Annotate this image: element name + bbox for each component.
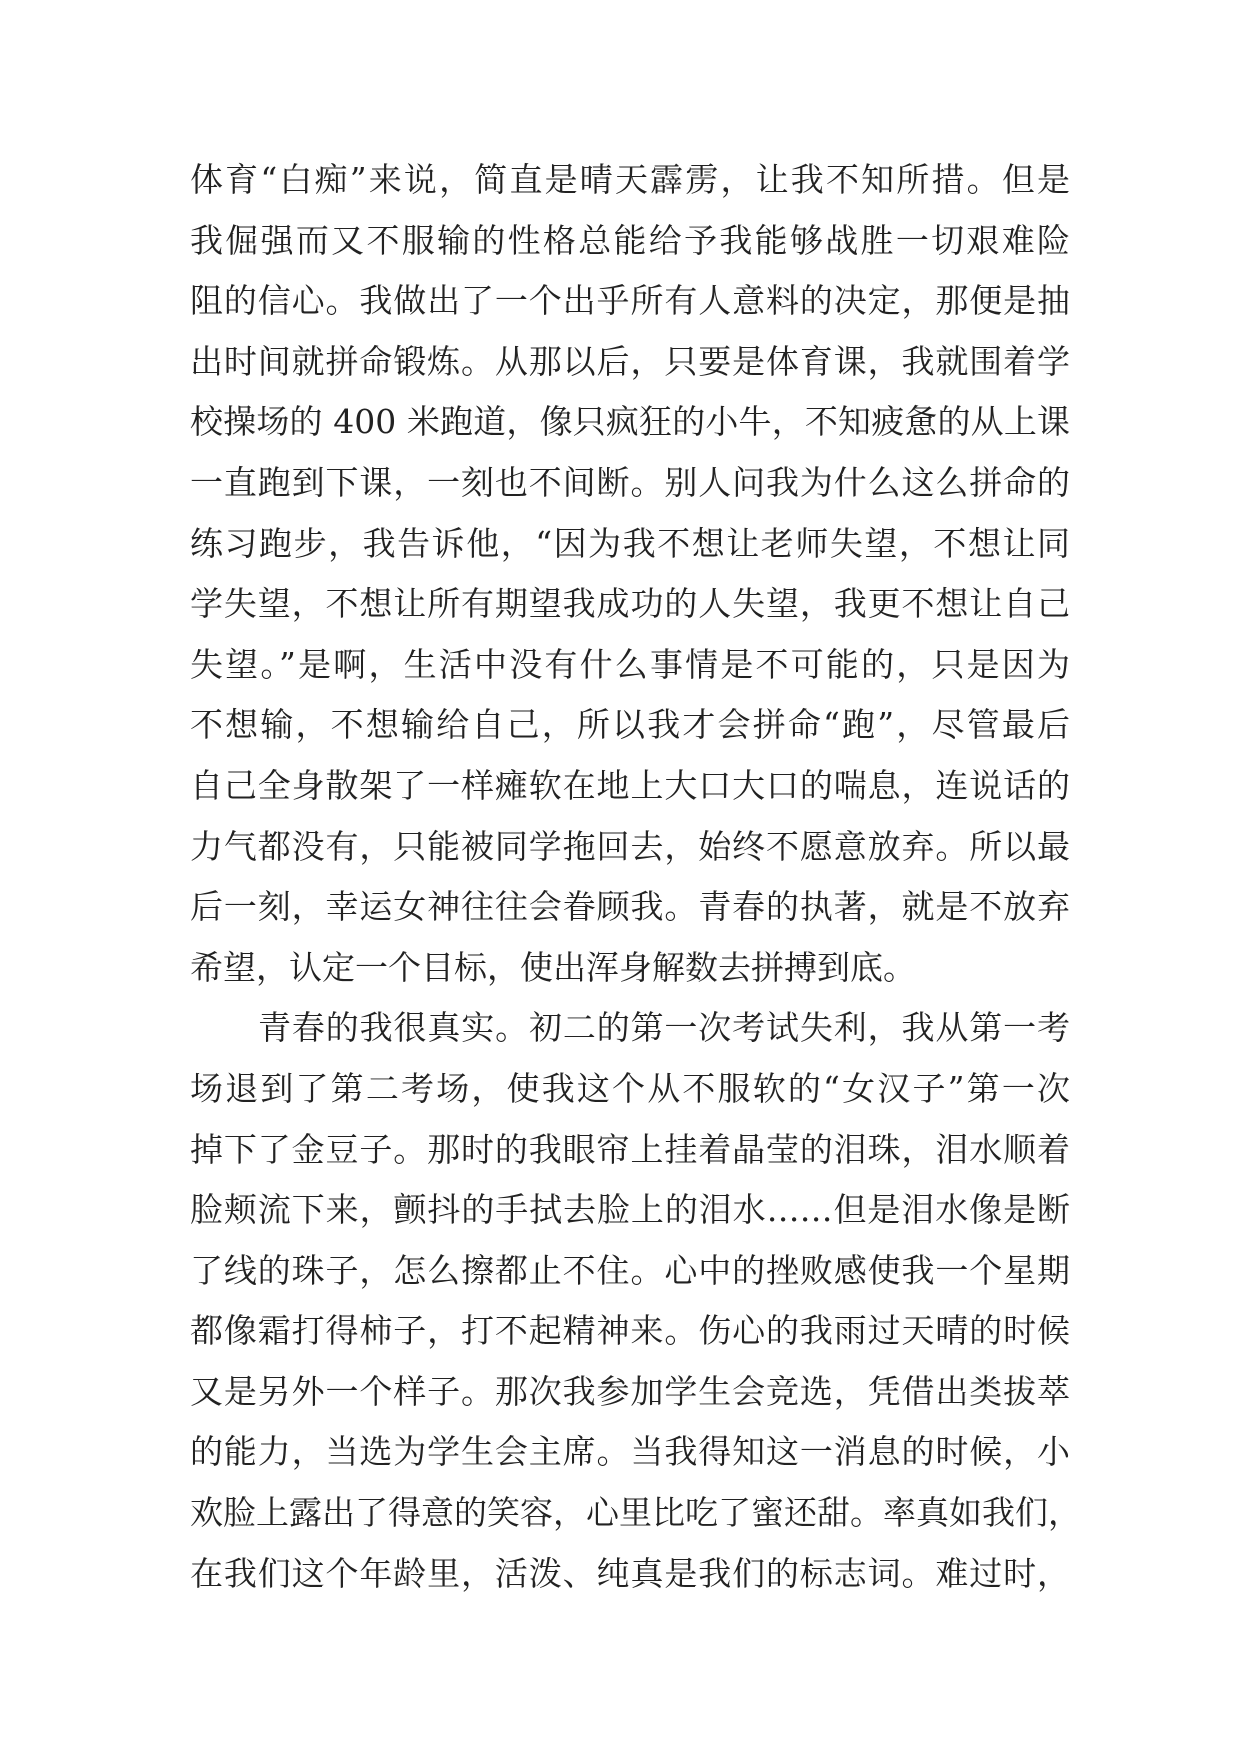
text-line: 在我们这个年龄里，活泼、纯真是我们的标志词。难过时， (190, 1553, 1070, 1593)
text-line: 掉下了金豆子。那时的我眼帘上挂着晶莹的泪珠，泪水顺着 (190, 1129, 1070, 1169)
text-line: 阻的信心。我做出了一个出乎所有人意料的决定，那便是抽 (190, 281, 1070, 321)
text-line: 场退到了第二考场，使我这个从不服软的“女汉子”第一次 (190, 1068, 1070, 1108)
text-line: 学失望，不想让所有期望我成功的人失望，我更不想让自己 (190, 584, 1070, 624)
body-text (190, 150, 1081, 1604)
paragraph-start-line: 青春的我很真实。初二的第一次考试失利，我从第一考 (258, 1008, 1070, 1048)
text-line: 的能力，当选为学生会主席。当我得知这一消息的时候，小 (190, 1432, 1070, 1472)
text-line: 我倔强而又不服输的性格总能给予我能够战胜一切艰难险 (190, 220, 1070, 260)
text-line: 脸颊流下来，颤抖的手拭去脸上的泪水……但是泪水像是断 (190, 1190, 1070, 1230)
text-line: 失望。”是啊，生活中没有什么事情是不可能的，只是因为 (190, 644, 1070, 684)
text-line: 了线的珠子，怎么擦都止不住。心中的挫败感使我一个星期 (190, 1250, 1070, 1290)
text-line: 力气都没有，只能被同学拖回去，始终不愿意放弃。所以最 (190, 826, 1070, 866)
text-line: 练习跑步，我告诉他，“因为我不想让老师失望，不想让同 (190, 523, 1070, 563)
text-line: 不想输，不想输给自己，所以我才会拼命“跑”，尽管最后 (190, 705, 1070, 745)
text-line: 出时间就拼命锻炼。从那以后，只要是体育课，我就围着学 (190, 341, 1070, 381)
text-line: 校操场的 400 米跑道，像只疯狂的小牛，不知疲惫的从上课 (190, 402, 1070, 442)
text-line: 欢脸上露出了得意的笑容，心里比吃了蜜还甜。率真如我们， (190, 1493, 1081, 1533)
paragraph-end-line: 希望，认定一个目标，使出浑身解数去拼搏到底。 (190, 947, 916, 987)
text-line: 又是另外一个样子。那次我参加学生会竞选，凭借出类拔萃 (190, 1371, 1070, 1411)
text-line: 一直跑到下课，一刻也不间断。别人问我为什么这么拼命的 (190, 462, 1070, 502)
text-line: 都像霜打得柿子，打不起精神来。伤心的我雨过天晴的时候 (190, 1311, 1070, 1351)
text-line: 体育“白痴”来说，简直是晴天霹雳，让我不知所措。但是 (190, 160, 1070, 199)
text-line: 后一刻，幸运女神往往会眷顾我。青春的执著，就是不放弃 (190, 887, 1070, 927)
text-line: 自己全身散架了一样瘫软在地上大口大口的喘息，连说话的 (190, 765, 1070, 805)
